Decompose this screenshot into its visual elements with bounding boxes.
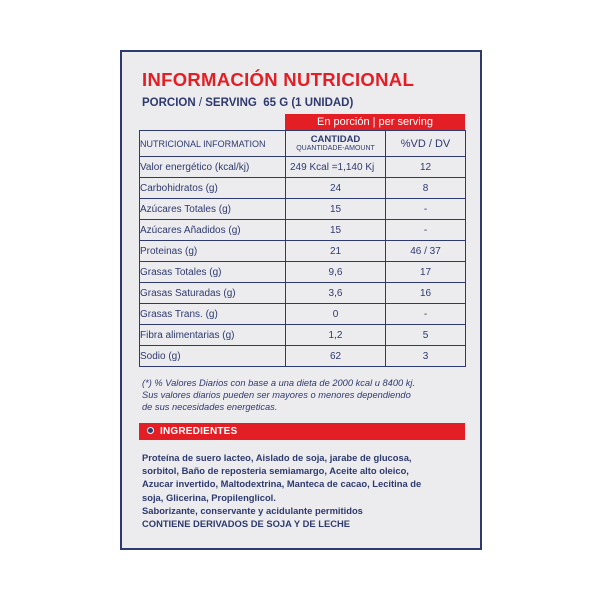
ingredients-line: CONTIENE DERIVADOS DE SOJA Y DE LECHE bbox=[142, 518, 351, 530]
table-header-row bbox=[140, 131, 466, 157]
header-daily-value: %VD / DV bbox=[386, 131, 466, 157]
nutrient-name: Sodio (g) bbox=[140, 346, 286, 367]
nutrient-amount: 1,2 bbox=[286, 325, 386, 346]
table-row bbox=[140, 157, 466, 178]
nutrient-name: Grasas Trans. (g) bbox=[140, 304, 286, 325]
table-row bbox=[140, 241, 466, 262]
ingredients-line: Saborizante, conservante y acidulante permitidos bbox=[142, 504, 363, 516]
header-amount-sub: QUANTIDADE-AMOUNT bbox=[296, 144, 375, 152]
ingredients-line: sorbitol, Baño de reposteria semiamargo, Aceite alto oleico, bbox=[142, 465, 409, 477]
nutrient-amount: 21 bbox=[286, 241, 386, 262]
header-amount bbox=[286, 131, 386, 157]
header-nutrient: NUTRICIONAL INFORMATION bbox=[140, 131, 286, 157]
ingredients-line: Azucar invertido, Maltodextrina, Manteca de cacao, Lecitina de bbox=[142, 478, 422, 490]
nutrition-card bbox=[120, 50, 482, 550]
nutrient-dv: 17 bbox=[386, 262, 466, 283]
nutrient-amount: 15 bbox=[286, 220, 386, 241]
nutrient-dv: - bbox=[386, 304, 466, 325]
nutrient-amount: 62 bbox=[286, 346, 386, 367]
nutrient-dv: 3 bbox=[386, 346, 466, 367]
nutrient-dv: 8 bbox=[386, 178, 466, 199]
table-row bbox=[140, 304, 466, 325]
nutrient-dv: - bbox=[386, 199, 466, 220]
serving-separator: / bbox=[195, 97, 206, 109]
nutrient-dv: 5 bbox=[386, 325, 466, 346]
nutrient-name: Azúcares Añadidos (g) bbox=[140, 220, 286, 241]
ingredients-list bbox=[142, 451, 467, 530]
serving-label-en: SERVING bbox=[205, 97, 257, 109]
ingredients-header bbox=[139, 423, 465, 440]
per-serving-band: En porción | per serving bbox=[285, 114, 465, 130]
nutrient-name: Grasas Saturadas (g) bbox=[140, 283, 286, 304]
serving-label: PORCION bbox=[142, 97, 196, 109]
table-row bbox=[140, 283, 466, 304]
bullet-icon bbox=[147, 427, 154, 434]
header-amount-main: CANTIDAD bbox=[310, 133, 361, 145]
ingredients-line: Proteína de suero lacteo, Aislado de soja, jarabe de glucosa, bbox=[142, 452, 412, 463]
table-row bbox=[140, 199, 466, 220]
ingredients-line: soja, Glicerina, Propilenglicol. bbox=[142, 491, 276, 503]
table-row bbox=[140, 325, 466, 346]
footnote-line: Sus valores diarios pueden ser mayores o menores dependiendo bbox=[142, 390, 411, 400]
nutrient-name: Carbohidratos (g) bbox=[140, 178, 286, 199]
nutrient-name: Proteinas (g) bbox=[140, 241, 286, 262]
table-row bbox=[140, 346, 466, 367]
daily-value-footnote bbox=[142, 377, 472, 413]
ingredients-title: INGREDIENTES bbox=[160, 426, 238, 437]
serving-size bbox=[142, 97, 353, 109]
table-row bbox=[140, 178, 466, 199]
nutrient-amount: 15 bbox=[286, 199, 386, 220]
nutrient-amount: 3,6 bbox=[286, 283, 386, 304]
serving-amount: 65 G (1 UNIDAD) bbox=[263, 97, 354, 109]
page-title: INFORMACIÓN NUTRICIONAL bbox=[142, 69, 415, 90]
nutrient-dv: 12 bbox=[386, 157, 466, 178]
table-row bbox=[140, 220, 466, 241]
nutrient-name: Grasas Totales (g) bbox=[140, 262, 286, 283]
nutrient-amount: 9,6 bbox=[286, 262, 386, 283]
footnote-line: de sus necesidades energeticas. bbox=[142, 402, 278, 412]
nutrient-amount: 24 bbox=[286, 178, 386, 199]
nutrient-amount: 0 bbox=[286, 304, 386, 325]
nutrient-amount: 249 Kcal =1,140 Kj bbox=[286, 157, 386, 178]
nutrient-dv: - bbox=[386, 220, 466, 241]
nutrient-dv: 46 / 37 bbox=[386, 241, 466, 262]
nutrient-dv: 16 bbox=[386, 283, 466, 304]
nutrient-name: Valor energético (kcal/kj) bbox=[140, 157, 286, 178]
nutrition-table bbox=[139, 130, 466, 367]
nutrient-name: Fibra alimentarias (g) bbox=[140, 325, 286, 346]
footnote-line: (*) % Valores Diarios con base a una dieta de 2000 kcal u 8400 kj. bbox=[142, 378, 416, 388]
table-row bbox=[140, 262, 466, 283]
nutrient-name: Azúcares Totales (g) bbox=[140, 199, 286, 220]
